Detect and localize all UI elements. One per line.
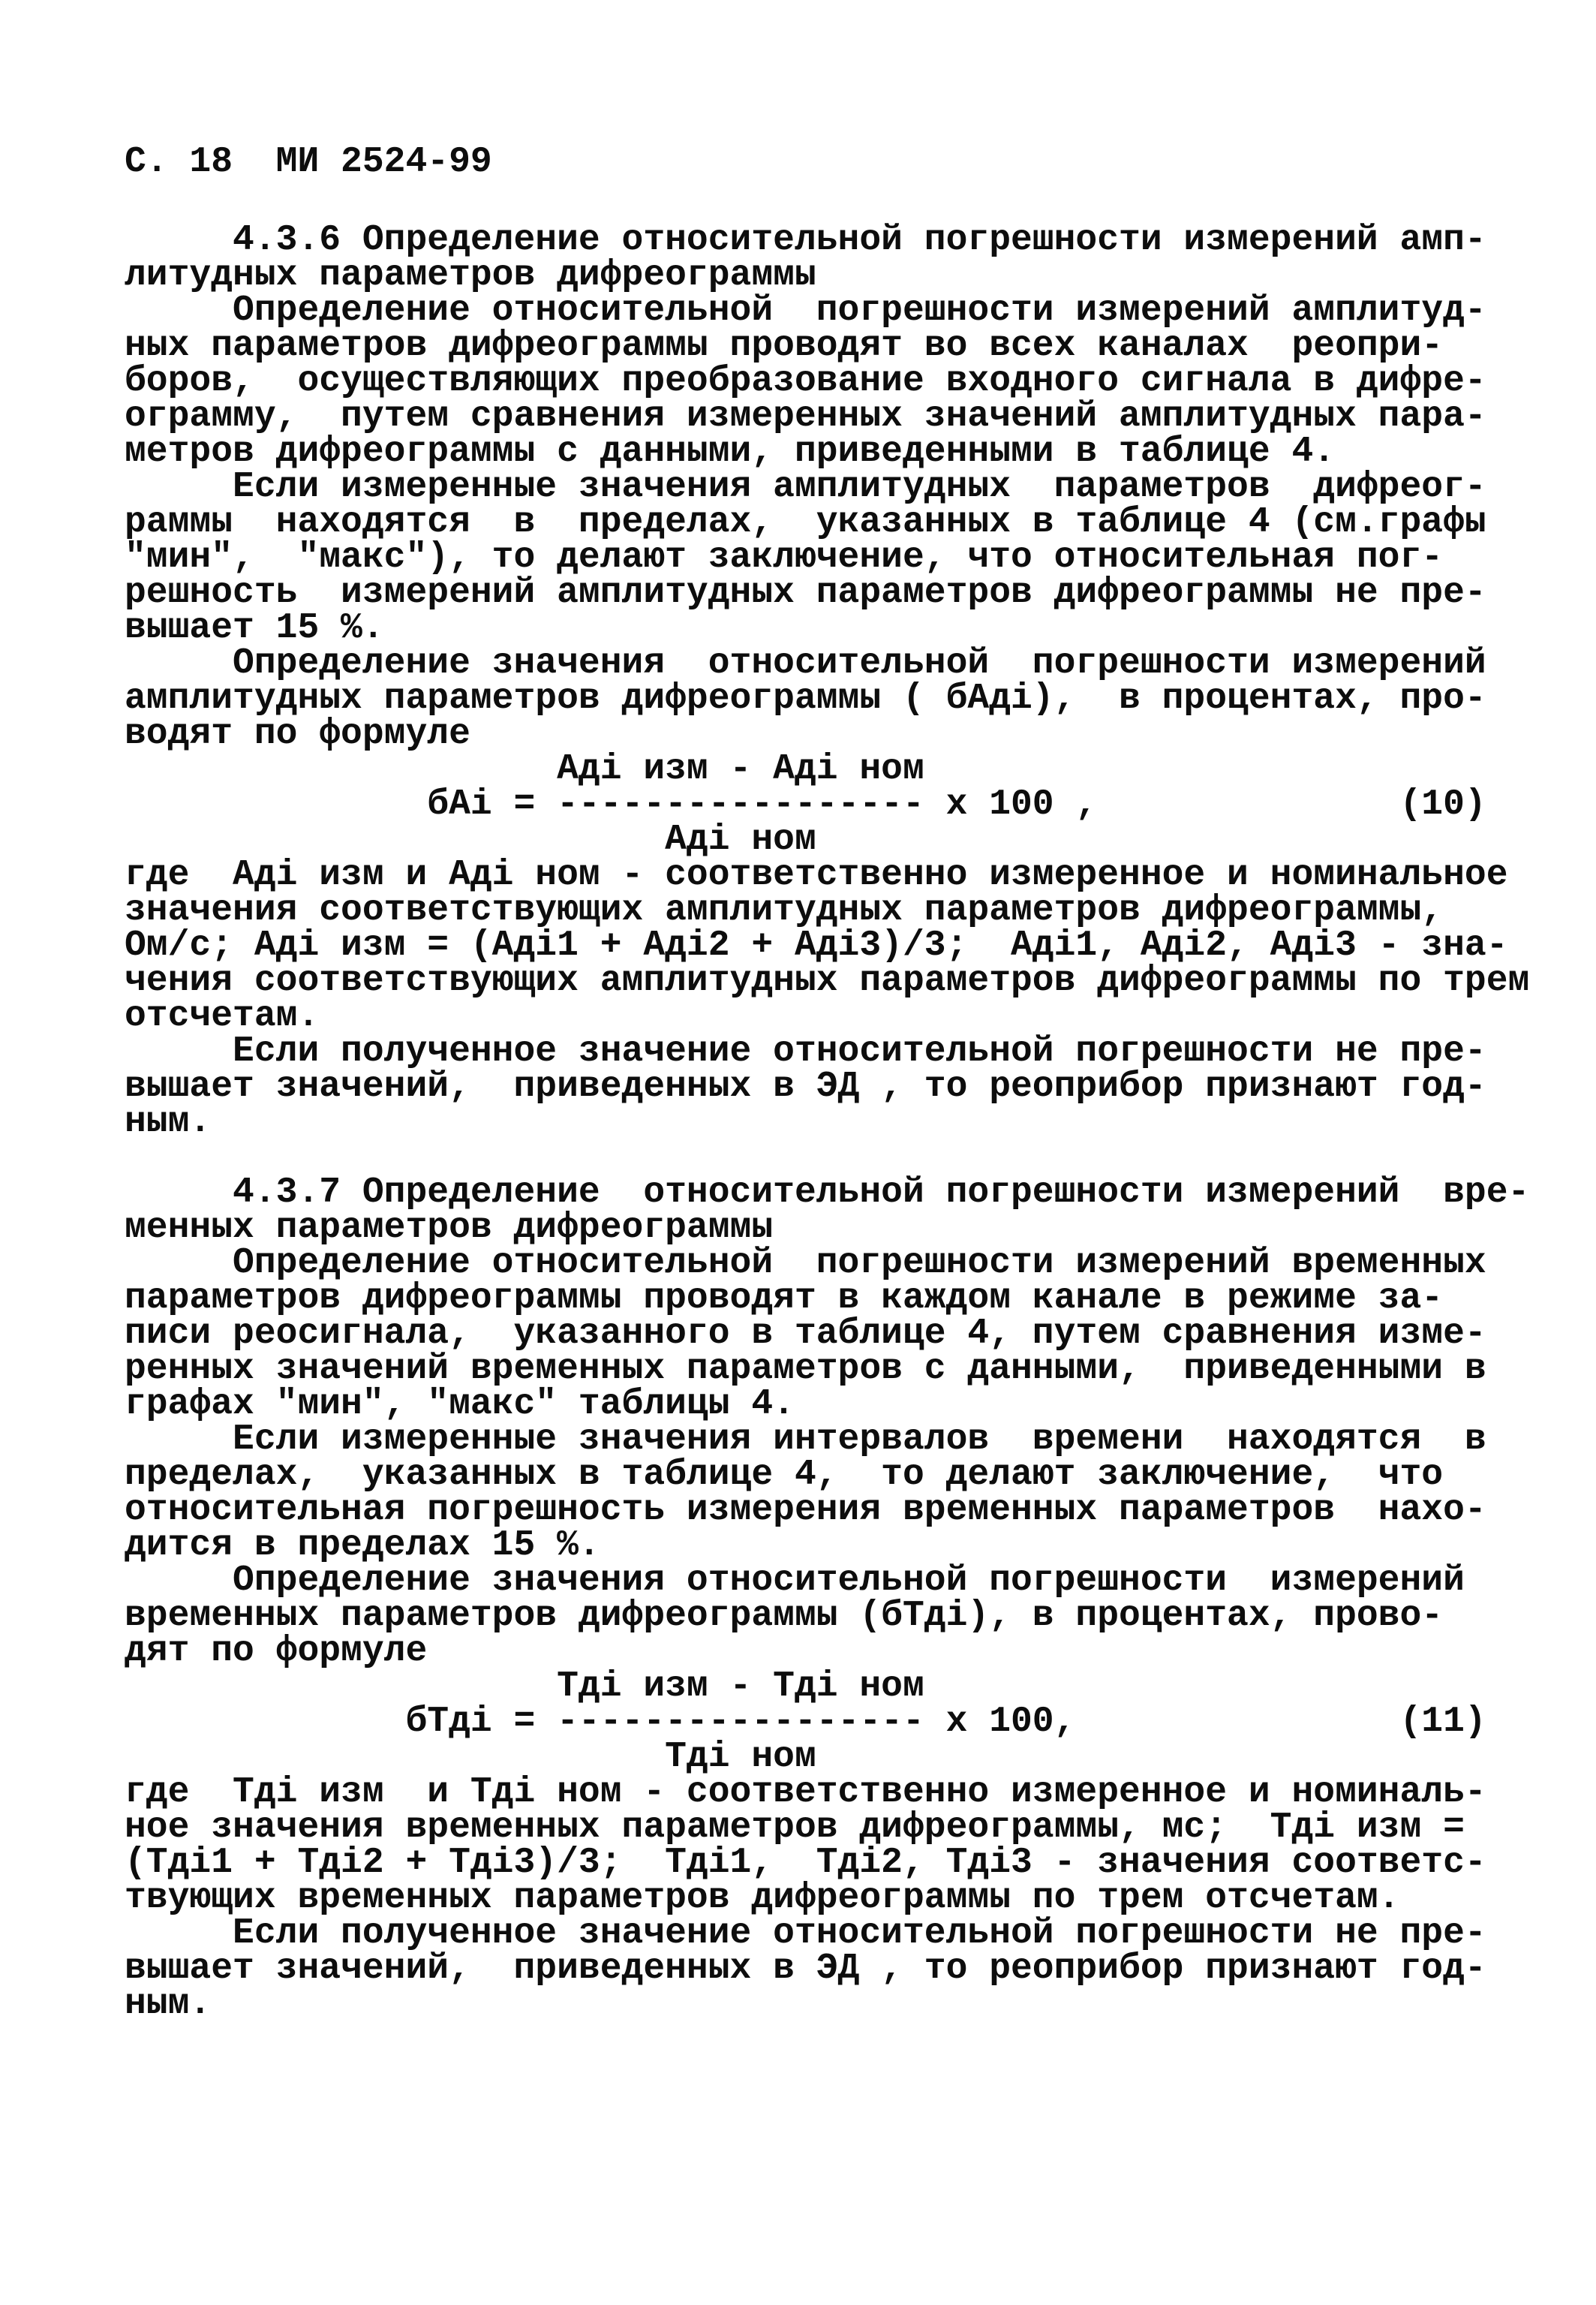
text-line: дится в пределах 15 %. <box>125 1525 600 1566</box>
text-line: вышает значений, приведенных в ЭД , то реоприбор признают год- <box>125 1948 1486 1989</box>
section-4-3-6-heading-line: 4.3.6 Определение относительной погрешности измерений амп- <box>125 220 1486 260</box>
text-line: Определение относительной погрешности измерений амплитуд- <box>125 290 1486 331</box>
section-4-3-7-heading-line: менных параметров дифреограммы <box>125 1208 774 1248</box>
blank-line <box>125 1140 1529 1175</box>
formula-11-equation-line: бТдi = ----------------- x 100, (11) <box>125 1702 1486 1742</box>
text-line: писи реосигнала, указанного в таблице 4, путем сравнения изме- <box>125 1313 1486 1354</box>
text-line: метров дифреограммы с данными, приведенными в таблице 4. <box>125 432 1336 472</box>
text-line: отсчетам. <box>125 996 320 1037</box>
text-line: значения соответствующих амплитудных параметров дифреограммы, <box>125 890 1444 931</box>
page-header: С. 18 МИ 2524-99 <box>125 142 492 182</box>
text-line: пределах, указанных в таблице 4, то делают заключение, что <box>125 1455 1444 1495</box>
section-4-3-6-heading-line: литудных параметров дифреограммы <box>125 255 816 296</box>
text-line: относительная погрешность измерения временных параметров нахо- <box>125 1490 1486 1530</box>
text-line: амплитудных параметров дифреограммы ( бАдi), в процентах, про- <box>125 679 1486 719</box>
text-line: ным. <box>125 1984 212 2024</box>
formula-10-numerator-line: Адi изм - Адi ном <box>125 749 924 790</box>
formula-11-denominator-line: Тдi ном <box>125 1737 816 1777</box>
text-line: графах "мин", "макс" таблицы 4. <box>125 1384 795 1425</box>
text-line: раммы находятся в пределах, указанных в таблице 4 (см.графы <box>125 502 1486 543</box>
text-line: Если измеренные значения интервалов времени находятся в <box>125 1419 1486 1460</box>
text-line: вышает 15 %. <box>125 608 384 648</box>
text-line: Если измеренные значения амплитудных параметров дифреог- <box>125 467 1486 507</box>
text-line: ным. <box>125 1102 212 1142</box>
text-line: "мин", "макс"), то делают заключение, что относительная пог- <box>125 537 1444 578</box>
text-line: решность измерений амплитудных параметров дифреограммы не пре- <box>125 573 1486 613</box>
text-line: где Тдi изм и Тдi ном - соответственно измеренное и номиналь- <box>125 1772 1486 1813</box>
text-line: Если полученное значение относительной погрешности не пре- <box>125 1913 1486 1954</box>
text-line: твующих временных параметров дифреограммы по трем отсчетам. <box>125 1878 1400 1918</box>
text-line: Определение значения относительной погрешности измерений <box>125 643 1486 684</box>
text-line: Определение значения относительной погрешности измерений <box>125 1560 1465 1601</box>
text-line: вышает значений, приведенных в ЭД , то реоприбор признают год- <box>125 1067 1486 1107</box>
text-line: ограмму, путем сравнения измеренных значений амплитудных пара- <box>125 396 1486 437</box>
text-line: ное значения временных параметров дифреограммы, мс; Тдi изм = <box>125 1807 1465 1848</box>
text-line: временных параметров дифреограммы (бТдi), в процентах, прово- <box>125 1596 1444 1636</box>
text-line: параметров дифреограммы проводят в каждом канале в режиме за- <box>125 1278 1444 1319</box>
formula-11-numerator-line: Тдi изм - Тдi ном <box>125 1666 924 1707</box>
text-line: где Адi изм и Адi ном - соответственно измеренное и номинальное <box>125 855 1508 895</box>
text-line: (Тдi1 + Тдi2 + Тдi3)/3; Тдi1, Тдi2, Тдi3 - значения соответс- <box>125 1843 1486 1883</box>
formula-10-equation-line: бАi = ----------------- x 100 , (10) <box>125 784 1486 825</box>
text-line: Если полученное значение относительной погрешности не пре- <box>125 1031 1486 1072</box>
text-line: чения соответствующих амплитудных параметров дифреограммы по трем <box>125 961 1530 1001</box>
section-4-3-7-heading-line: 4.3.7 Определение относительной погрешности измерений вре- <box>125 1172 1530 1213</box>
formula-10-denominator-line: Адi ном <box>125 820 816 860</box>
text-line: Ом/с; Адi изм = (Адi1 + Адi2 + Адi3)/3; Адi1, Адi2, Адi3 - зна- <box>125 925 1508 966</box>
text-line: ренных значений временных параметров с данными, приведенными в <box>125 1349 1486 1389</box>
text-line: ных параметров дифреограммы проводят во всех каналах реопри- <box>125 326 1444 366</box>
text-line: Определение относительной погрешности измерений временных <box>125 1243 1486 1283</box>
text-line: дят по формуле <box>125 1631 428 1672</box>
text-line: боров, осуществляющих преобразование входного сигнала в дифре- <box>125 361 1486 402</box>
text-line: водят по формуле <box>125 714 470 754</box>
document-body <box>125 220 1530 2024</box>
